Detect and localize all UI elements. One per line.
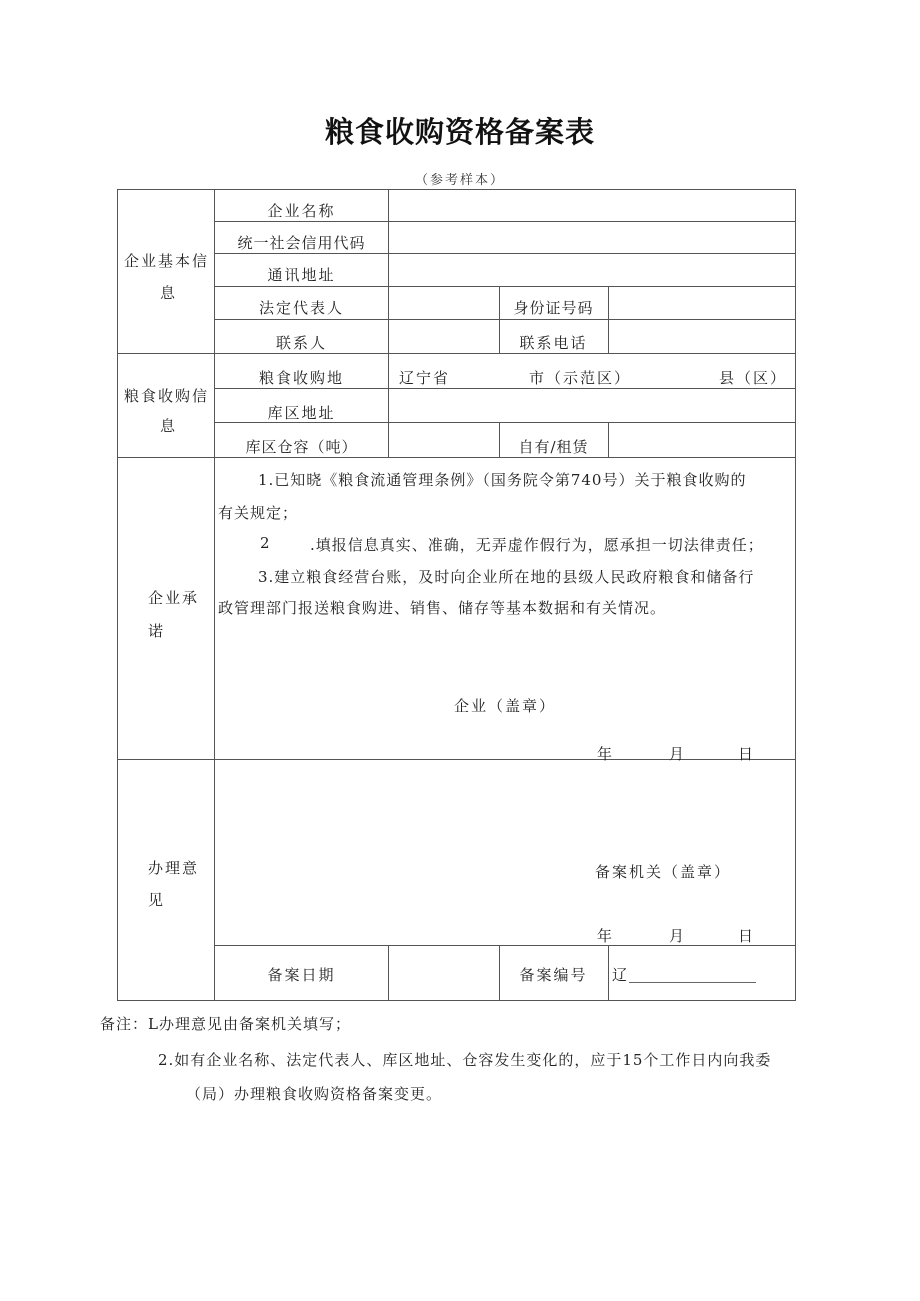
table-border-left	[117, 189, 118, 1001]
divider-basic-purchase	[117, 353, 796, 354]
row-line	[214, 319, 796, 320]
field-label-column-line	[388, 189, 389, 457]
table-border-right	[795, 189, 796, 1001]
filing-number-underline	[629, 982, 756, 983]
value-city: 市（示范区）	[529, 369, 632, 387]
table-border-bottom	[117, 1000, 796, 1001]
opinion-month: 月	[669, 927, 687, 945]
label-company-name: 企业名称	[267, 202, 336, 220]
label-filing-number: 备案编号	[519, 966, 588, 984]
value-column-line	[608, 422, 609, 457]
commitment-year: 年	[597, 745, 615, 763]
commitment-month: 月	[669, 745, 687, 763]
note-line-3: （局）办理粮食收购资格备案变更。	[186, 1085, 443, 1103]
section-label-basic-info-cont: 息	[160, 284, 178, 302]
label-contact-phone: 联系电话	[519, 334, 588, 352]
section-label-basic-info: 企业基本信	[124, 252, 210, 270]
label-address: 通讯地址	[267, 266, 336, 284]
label-warehouse-address: 库区地址	[267, 404, 336, 422]
filing-authority-seal-label: 备案机关（盖章）	[595, 863, 732, 881]
section-label-commitment-cont: 诺	[148, 622, 166, 640]
form-subtitle: （参考样本）	[414, 173, 505, 188]
label-credit-code: 统一社会信用代码	[237, 234, 366, 252]
commitment-item-1: 1.已知晓《粮食流通管理条例》（国务院令第740号）关于粮食收购的	[258, 471, 747, 489]
divider-purchase-commitment	[117, 457, 796, 458]
commitment-item-2: .填报信息真实、准确，无弄虚作假行为，愿承担一切法律责任；	[310, 536, 764, 554]
note-line-1: 备注：L办理意见由备案机关填写；	[100, 1015, 351, 1033]
table-border-top	[117, 189, 796, 190]
filing-form-table	[117, 189, 796, 1001]
note-line-2: 2.如有企业名称、法定代表人、库区地址、仓容发生变化的，应于15个工作日内向我委	[158, 1051, 772, 1069]
row-line	[214, 253, 796, 254]
section-label-purchase-info-cont: 息	[160, 417, 178, 435]
value-province: 辽宁省	[399, 369, 451, 387]
commitment-item-3-cont: 政管理部门报送粮食购进、销售、储存等基本数据和有关情况。	[218, 599, 667, 617]
value-county: 县（区）	[719, 369, 788, 387]
label-ownership: 自有/租赁	[518, 438, 589, 456]
label-warehouse-capacity: 库区仓容（吨）	[245, 438, 358, 456]
commitment-item-3: 3.建立粮食经营台账，及时向企业所在地的县级人民政府粮食和储备行	[258, 568, 755, 586]
label-id-number: 身份证号码	[513, 299, 594, 317]
company-seal-label: 企业（盖章）	[454, 697, 557, 715]
section-label-opinion-cont: 见	[148, 891, 166, 909]
opinion-year: 年	[597, 927, 615, 945]
commitment-item-1-cont: 有关规定；	[218, 504, 299, 522]
field-label-column-line	[388, 945, 389, 1001]
label-contact: 联系人	[275, 334, 327, 352]
section-label-commitment: 企业承	[148, 589, 200, 607]
value-column-line	[608, 286, 609, 353]
label-filing-date: 备案日期	[267, 966, 336, 984]
section-label-purchase-info: 粮食收购信	[124, 387, 210, 405]
form-title: 粮食收购资格备案表	[324, 115, 595, 149]
row-line	[214, 286, 796, 287]
row-line	[214, 388, 796, 389]
row-line	[214, 221, 796, 222]
label-legal-rep: 法定代表人	[258, 299, 344, 317]
opinion-day: 日	[738, 927, 756, 945]
row-line	[214, 945, 796, 946]
label-purchase-place: 粮食收购地	[258, 369, 344, 387]
filing-number-prefix: 辽	[612, 966, 630, 984]
divider-commitment-opinion	[117, 759, 796, 760]
commitment-item-2-number: 2	[260, 534, 271, 552]
section-label-opinion: 办理意	[148, 859, 200, 877]
value-column-line	[608, 945, 609, 1001]
commitment-day: 日	[738, 745, 756, 763]
